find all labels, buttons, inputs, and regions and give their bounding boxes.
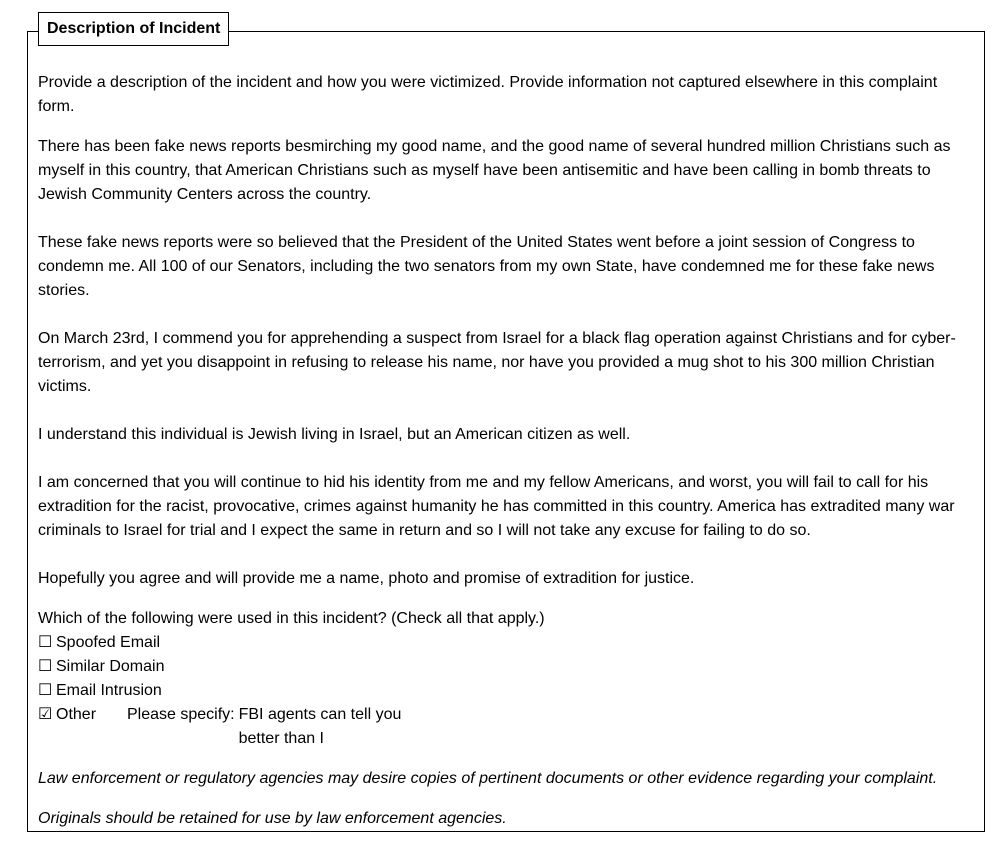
narrative-paragraph: I understand this individual is Jewish living in Israel, but an American citizen as well. xyxy=(38,426,631,443)
specify-label: Please specify: xyxy=(127,706,235,723)
narrative-paragraph: I am concerned that you will continue to hid his identity from me and my fellow Americans, and worst, you will fail to call for his extradition for the racist, provocative, crimes against humanity he has committed in this country. America has extradited many war criminals to Israel for trial and I expect the same in return and so I will not take any excuse for failing to do so. xyxy=(38,474,955,539)
checkbox-email-intrusion[interactable]: ☐ xyxy=(38,682,53,699)
narrative-paragraph: On March 23rd, I commend you for apprehending a suspect from Israel for a black flag operation against Christians and for cyber-terrorism, and yet you disappoint in refusing to release his name, nor have you provided a mug shot to his 300 million Christian victims. xyxy=(38,330,956,395)
notes xyxy=(38,767,978,831)
narrative-paragraph: Hopefully you agree and will provide me a name, photo and promise of extradition for justice. xyxy=(38,570,695,587)
incident-narrative xyxy=(38,135,978,591)
checklist-question: Which of the following were used in this incident? (Check all that apply.) xyxy=(38,610,545,627)
option-label: Email Intrusion xyxy=(56,682,162,699)
narrative-paragraph: These fake news reports were so believed that the President of the United States went before a joint session of Congress to condemn me. All 100 of our Senators, including the two senators from my own State, have condemned me for these fake news stories. xyxy=(38,234,935,299)
option-label: Other xyxy=(56,706,97,723)
originals-note: Originals should be retained for use by law enforcement agencies. xyxy=(38,810,507,827)
option-spoofed-email xyxy=(38,631,978,655)
instruction-text: Provide a description of the incident and how you were victimized. Provide information not captured elsewhere in this complaint form. xyxy=(38,74,938,115)
checkbox-other[interactable]: ☑ xyxy=(38,706,53,723)
checkbox-spoofed-email[interactable]: ☐ xyxy=(38,634,53,651)
narrative-paragraph: There has been fake news reports besmirching my good name, and the good name of several hundred million Christians such as myself in this country, that American Christians such as myself have been antisemitic and have been calling in bomb threats to Jewish Community Centers across the country. xyxy=(38,138,951,203)
option-similar-domain xyxy=(38,655,978,679)
option-email-intrusion xyxy=(38,679,978,703)
option-other-label xyxy=(38,703,127,727)
specify-value: FBI agents can tell you better than I xyxy=(238,706,402,747)
checkbox-similar-domain[interactable]: ☐ xyxy=(38,658,53,675)
option-other xyxy=(38,703,978,751)
section-title: Description of Incident xyxy=(38,12,229,46)
option-label: Spoofed Email xyxy=(56,634,161,651)
option-label: Similar Domain xyxy=(56,658,165,675)
evidence-note: Law enforcement or regulatory agencies may desire copies of pertinent documents or other evidence regarding your complaint. xyxy=(38,770,938,787)
section-content xyxy=(38,71,978,847)
